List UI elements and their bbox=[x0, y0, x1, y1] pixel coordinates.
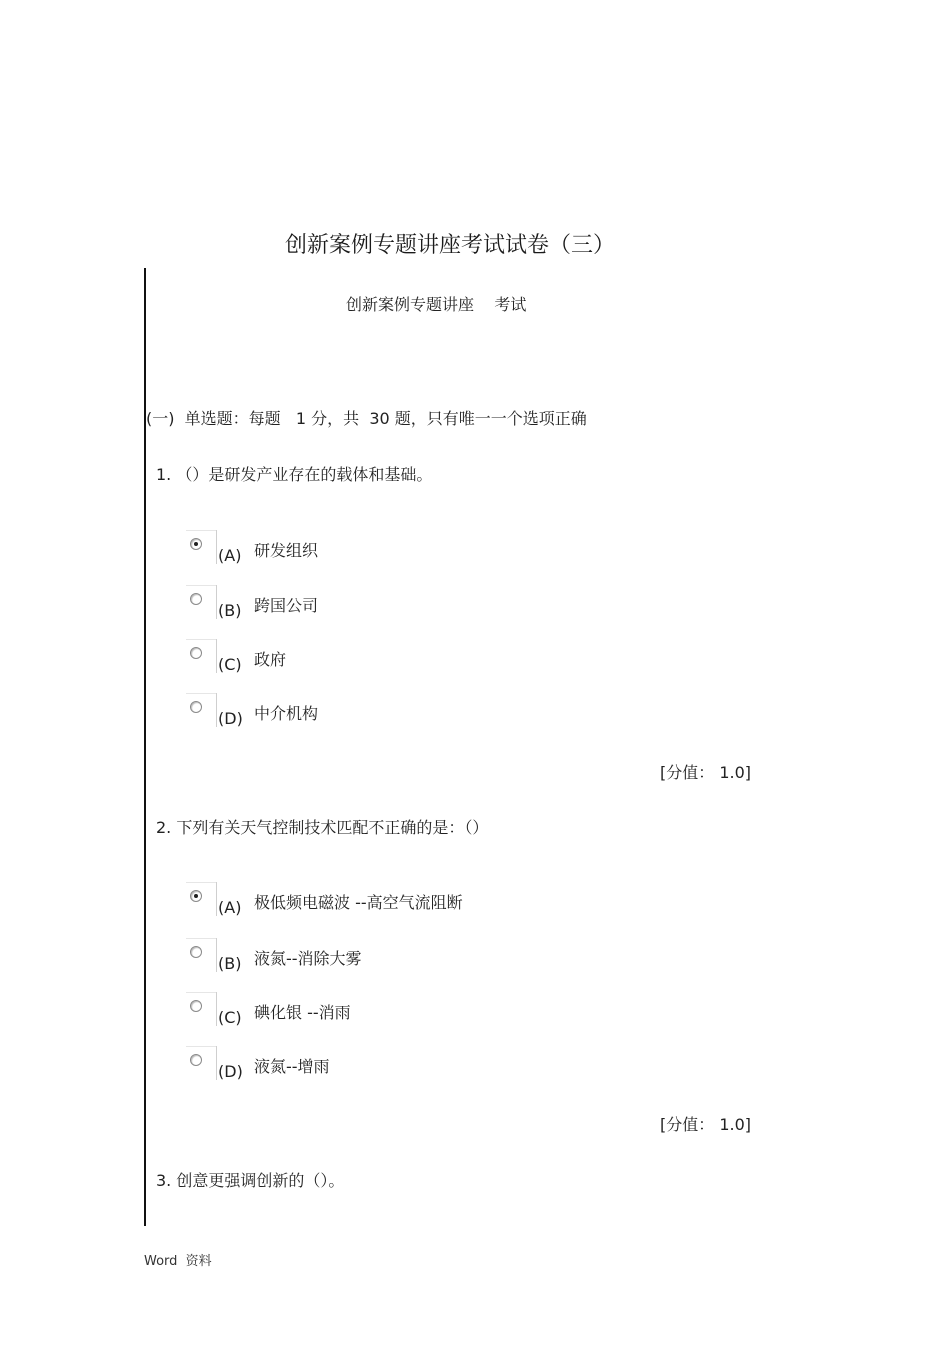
document-title: 创新案例专题讲座考试试卷（三） bbox=[284, 233, 615, 258]
radio-unchecked-icon[interactable] bbox=[190, 647, 202, 659]
option-text: 液氮--增雨 bbox=[254, 1057, 330, 1076]
radio-checked-icon[interactable] bbox=[190, 538, 202, 550]
option-frame bbox=[216, 1046, 217, 1080]
option-text: 研发组织 bbox=[254, 541, 319, 560]
option-text: 政府 bbox=[254, 650, 287, 669]
section-heading: (一) 单选题：每题 1 分，共 30 题，只有唯一一个选项正确 bbox=[146, 409, 587, 428]
option-letter: (B) bbox=[218, 601, 242, 620]
question-2-option-a[interactable] bbox=[186, 890, 686, 930]
radio-unchecked-icon[interactable] bbox=[190, 946, 202, 958]
question-2-option-b[interactable] bbox=[186, 946, 686, 986]
question-2-score: [分值： 1.0] bbox=[660, 1115, 752, 1134]
option-frame bbox=[216, 639, 217, 673]
option-letter: (C) bbox=[218, 655, 242, 674]
question-2-option-c[interactable] bbox=[186, 1000, 686, 1040]
question-2-option-d[interactable] bbox=[186, 1054, 686, 1094]
question-1-text: 1. （）是研发产业存在的载体和基础。 bbox=[156, 465, 433, 484]
option-letter: (C) bbox=[218, 1008, 242, 1027]
question-1-option-c[interactable] bbox=[186, 647, 686, 687]
option-text: 碘化银 --消雨 bbox=[254, 1003, 351, 1022]
exam-subtitle: 创新案例专题讲座 考试 bbox=[346, 295, 527, 314]
option-text: 液氮--消除大雾 bbox=[254, 949, 362, 968]
question-1-score: [分值： 1.0] bbox=[660, 763, 752, 782]
question-3-text: 3. 创意更强调创新的（）。 bbox=[156, 1171, 345, 1190]
option-text: 中介机构 bbox=[254, 704, 319, 723]
option-letter: (D) bbox=[218, 709, 243, 728]
question-1-option-d[interactable] bbox=[186, 701, 686, 741]
option-letter: (D) bbox=[218, 1062, 243, 1081]
option-frame bbox=[216, 693, 217, 727]
radio-unchecked-icon[interactable] bbox=[190, 1000, 202, 1012]
page-footer: Word 资料 bbox=[144, 1254, 212, 1269]
option-letter: (A) bbox=[218, 546, 242, 565]
option-letter: (B) bbox=[218, 954, 242, 973]
option-frame bbox=[216, 530, 217, 564]
question-2-text: 2. 下列有关天气控制技术匹配不正确的是：（） bbox=[156, 818, 489, 837]
option-frame bbox=[216, 585, 217, 619]
option-text: 极低频电磁波 --高空气流阻断 bbox=[254, 893, 463, 912]
radio-unchecked-icon[interactable] bbox=[190, 1054, 202, 1066]
option-frame bbox=[216, 882, 217, 916]
option-frame bbox=[216, 992, 217, 1026]
option-letter: (A) bbox=[218, 898, 242, 917]
radio-unchecked-icon[interactable] bbox=[190, 701, 202, 713]
question-1-option-b[interactable] bbox=[186, 593, 686, 633]
radio-unchecked-icon[interactable] bbox=[190, 593, 202, 605]
option-text: 跨国公司 bbox=[254, 596, 319, 615]
radio-checked-icon[interactable] bbox=[190, 890, 202, 902]
option-frame bbox=[216, 938, 217, 972]
question-1-option-a[interactable] bbox=[186, 538, 686, 578]
